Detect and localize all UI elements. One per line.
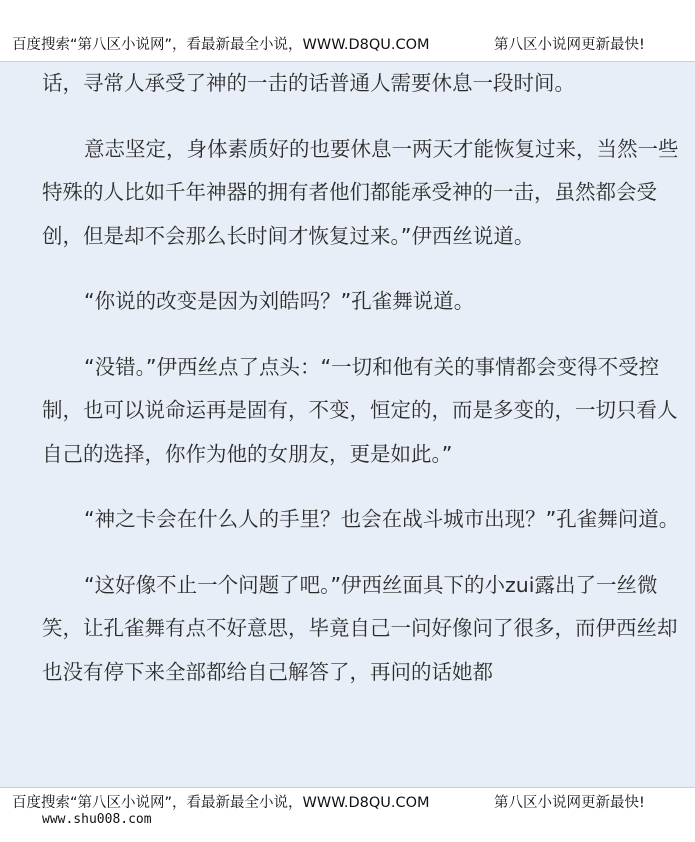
paragraph: “你说的改变是因为刘皓吗？”孔雀舞说道。: [84, 289, 475, 313]
bottom-banner-left-text: 百度搜索“第八区小说网”，看最新最全小说，WWW.D8QU.COM: [12, 795, 430, 811]
chapter-text: [42, 62, 682, 716]
paragraph: 话，寻常人承受了神的一击的话普通人需要休息一段时间。: [42, 71, 575, 95]
top-banner-left-text: 百度搜索“第八区小说网”，看最新最全小说，WWW.D8QU.COM: [12, 37, 430, 53]
top-banner-right-text: 第八区小说网更新最快!: [494, 37, 645, 53]
bottom-banner-right-text: 第八区小说网更新最快!: [494, 795, 645, 811]
footer-url[interactable]: www.shu008.com: [42, 812, 152, 827]
reading-page: [0, 62, 695, 787]
paragraph: “没错。”伊西丝点了点头：“一切和他有关的事情都会变得不受控制，也可以说命运再是固有，不变，恒定的，而是多变的，一切只看人自己的选择，你作为他的女朋友，更是如此。”: [42, 354, 678, 466]
paragraph: “神之卡会在什么人的手里？也会在战斗城市出现？”孔雀舞问道。: [84, 507, 680, 531]
top-banner: [0, 30, 695, 60]
paragraph: “这好像不止一个问题了吧。”伊西丝面具下的小zui露出了一丝微笑，让孔雀舞有点不好意思，毕竟自己一问好像问了很多，而伊西丝却也没有停下来全部都给自己解答了，再问的话她都: [42, 572, 678, 684]
paragraph: 意志坚定，身体素质好的也要休息一两天才能恢复过来，当然一些特殊的人比如千年神器的拥有者他们都能承受神的一击，虽然都会受创，但是却不会那么长时间才恢复过来。”伊西丝说道。: [42, 136, 679, 248]
